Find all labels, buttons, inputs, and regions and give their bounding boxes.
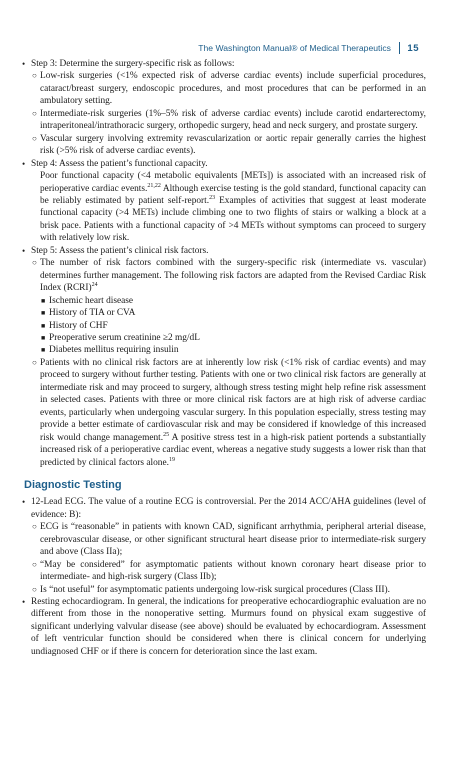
step-4-intro: Step 4: Assess the patient’s functional capacity. bbox=[31, 158, 208, 169]
bullet-icon: • bbox=[22, 497, 26, 508]
risk-factor-item bbox=[22, 332, 426, 344]
list-item bbox=[22, 70, 426, 107]
risk-factor-label: Ischemic heart disease bbox=[49, 295, 134, 306]
step-5-intro: Step 5: Assess the patient’s clinical risk factors. bbox=[31, 245, 209, 256]
risk-factor-item bbox=[22, 307, 426, 319]
square-bullet-icon: ■ bbox=[41, 296, 46, 305]
bullet-icon: • bbox=[22, 158, 26, 169]
list-item bbox=[22, 559, 426, 584]
ecg-class-iii: Is “not useful” for asymptomatic patients undergoing low-risk surgical procedures (Class III). bbox=[40, 584, 390, 595]
page-body bbox=[22, 58, 426, 658]
echo-item bbox=[22, 596, 426, 658]
risk-factor-item bbox=[22, 344, 426, 356]
circle-bullet-icon: ○ bbox=[32, 71, 37, 81]
ecg-class-iia: ECG is “reasonable” in patients with known CAD, significant arrhythmia, peripheral arterial disease, cerebrovascular disease, or other significant structural heart disease prior to intermediate-risk surgery and above (Class IIa); bbox=[40, 522, 426, 558]
risk-factor-intro: The number of risk factors combined with the surgery-specific risk (intermediate vs. vascular) determines further management. The following risk factors are adapted from the Revised Cardiac Risk Index (RCRI) bbox=[40, 258, 426, 294]
risk-factor-item bbox=[22, 295, 426, 307]
ecg-class-iib: “May be considered” for asymptomatic patients without known coronary heart disease prior to intermediate- and high-risk surgery (Class IIb); bbox=[40, 559, 426, 583]
citation: 25 bbox=[163, 431, 170, 438]
list-item bbox=[22, 521, 426, 558]
functional-capacity-paragraph bbox=[22, 170, 426, 245]
risk-factor-item bbox=[22, 320, 426, 332]
list-item bbox=[22, 108, 426, 133]
bullet-icon: • bbox=[22, 597, 26, 608]
echo-text: Resting echocardiogram. In general, the indications for preoperative echocardiographic evaluation are no different from those in the nonoperative setting. Murmurs found on physical exam suggestive of significant underlying valvular disease (see above) should be evaluated by echocardiogram. Assessment of left ventricular function should be considered when there is clinical concern for underlying undiagnosed CHF or if there is concern for deterioration since the last exam. bbox=[31, 597, 426, 657]
circle-bullet-icon: ○ bbox=[32, 108, 37, 118]
step-3 bbox=[22, 58, 426, 70]
step-4 bbox=[22, 158, 426, 170]
circle-bullet-icon: ○ bbox=[32, 133, 37, 143]
citation: 23 bbox=[209, 194, 216, 201]
running-title: The Washington Manual® of Medical Therapeutics bbox=[198, 43, 391, 53]
bullet-icon: • bbox=[22, 245, 26, 256]
list-item bbox=[22, 257, 426, 294]
list-item bbox=[22, 584, 426, 596]
header-divider bbox=[399, 42, 401, 54]
square-bullet-icon: ■ bbox=[41, 309, 46, 318]
risk-factor-label: History of TIA or CVA bbox=[49, 308, 136, 319]
running-header bbox=[198, 40, 419, 56]
circle-bullet-icon: ○ bbox=[32, 357, 37, 367]
list-item bbox=[22, 133, 426, 158]
intermediate-risk-surgeries: Intermediate-risk surgeries (1%–5% risk of adverse cardiac events) include carotid endarterectomy, intraperitoneal/intrathoracic surgery, orthopedic surgery, head and neck surgery, and prostate surgery. bbox=[40, 108, 426, 132]
risk-factor-label: Preoperative serum creatinine ≥2 mg/dL bbox=[49, 332, 200, 343]
paragraph-text: A positive stress test in a high-risk patient portends a substantially increased risk of a perioperative cardiac event, whereas a negative study suggests a lower risk than that predicted by clinical factors alone. bbox=[40, 432, 426, 468]
circle-bullet-icon: ○ bbox=[32, 522, 37, 532]
ecg-item bbox=[22, 496, 426, 521]
low-risk-surgeries: Low-risk surgeries (<1% expected risk of adverse cardiac events) include superficial procedures, cataract/breast surgery, endoscopic procedures, and most procedures that can be performed in an ambulatory setting. bbox=[40, 71, 426, 107]
ecg-text: 12-Lead ECG. The value of a routine ECG is controversial. Per the 2014 ACC/AHA guidelines (level of evidence: B): bbox=[31, 497, 426, 520]
section-heading: Diagnostic Testing bbox=[24, 478, 122, 491]
vascular-surgery: Vascular surgery involving extremity revascularization or aortic repair generally carries the highest risk (>5% risk of adverse cardiac events). bbox=[40, 133, 426, 157]
citation: 21,22 bbox=[147, 182, 161, 189]
circle-bullet-icon: ○ bbox=[32, 559, 37, 569]
risk-factor-label: Diabetes mellitus requiring insulin bbox=[49, 345, 179, 356]
step-3-intro: Step 3: Determine the surgery-specific risk as follows: bbox=[31, 59, 235, 69]
paragraph-text: Examples of activities that suggest at least moderate functional capacity (>4 METs) include climbing one to two flights of stairs or walking a block at a brisk pace. Patients with a functional capacity of >4 METs without symptoms can proceed to surgery with relatively low risk. bbox=[40, 195, 426, 244]
step-5 bbox=[22, 245, 426, 257]
paragraph-text: Poor functional capacity (<4 metabolic equivalents [METs]) is associated with an increased risk of perioperative cardiac events. bbox=[40, 171, 426, 194]
circle-bullet-icon: ○ bbox=[32, 258, 37, 268]
bullet-icon: • bbox=[22, 59, 26, 69]
paragraph-text: Although exercise testing is the gold standard, functional capacity can be reliably estimated by patient self-report. bbox=[40, 183, 426, 206]
citation: 24 bbox=[91, 282, 98, 289]
list-item bbox=[22, 357, 426, 469]
square-bullet-icon: ■ bbox=[41, 321, 46, 330]
page-number: 15 bbox=[407, 42, 419, 54]
circle-bullet-icon: ○ bbox=[32, 584, 37, 594]
paragraph-text: Patients with no clinical risk factors are at inherently low risk (<1% risk of cardiac events) and may proceed to surgery without further testing. Patients with one or two clinical risk factors are generally at intermediate risk and may proceed to surgery, although stress testing might help refine risk assessment in selected cases. Patients with three or more clinical risk factors are at high risk of adverse cardiac events, particularly when undergoing vascular surgery. In this population especially, stress testing may provide a better estimate of cardiovascular risk and may be considered if knowledge of this increased risk would change management. bbox=[40, 357, 426, 443]
risk-factor-label: History of CHF bbox=[49, 320, 108, 331]
square-bullet-icon: ■ bbox=[41, 346, 46, 355]
citation: 19 bbox=[168, 456, 175, 463]
square-bullet-icon: ■ bbox=[41, 333, 46, 342]
